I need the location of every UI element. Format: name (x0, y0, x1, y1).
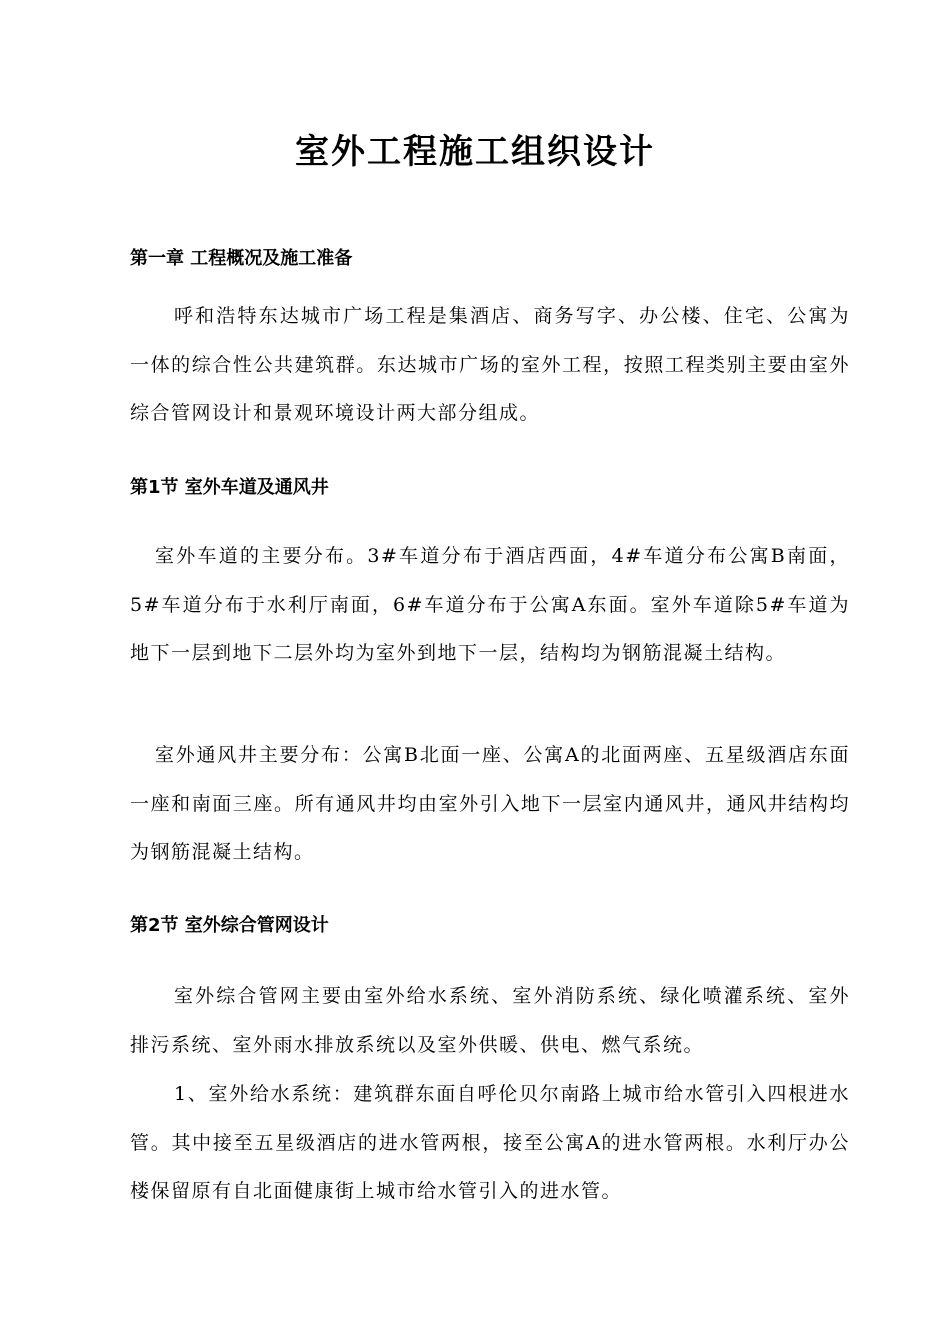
chapter-intro-paragraph: 呼和浩特东达城市广场工程是集酒店、商务写字、办公楼、住宅、公寓为一体的综合性公共建筑群。东达城市广场的室外工程，按照工程类别主要由室外综合管网设计和景观环境设计两大部分组成。 (130, 305, 850, 424)
section-2-paragraph-1: 室外综合管网主要由室外给水系统、室外消防系统、绿化喷灌系统、室外排污系统、室外雨水排放系统以及室外供暖、供电、燃气系统。 (130, 985, 850, 1056)
section-2-heading: 第2节 室外综合管网设计 (130, 915, 329, 936)
chapter-heading: 第一章 工程概况及施工准备 (130, 248, 353, 269)
section-2-paragraph-2: 1、室外给水系统：建筑群东面自呼伦贝尔南路上城市给水管引入四根进水管。其中接至五星级酒店的进水管两根，接至公寓A的进水管两根。水利厅办公楼保留原有自北面健康街上城市给水管引入的进水管。 (130, 1083, 850, 1202)
section-1-heading: 第1节 室外车道及通风井 (130, 477, 329, 498)
section-1-paragraph-1: 室外车道的主要分布。3#车道分布于酒店西面，4#车道分布公寓B南面，5#车道分布于水利厅南面，6#车道分布于公寓A东面。室外车道除5#车道为地下一层到地下二层外均为室外到地下一层，结构均为钢筋混凝土结构。 (130, 545, 850, 664)
section-1-paragraph-2: 室外通风井主要分布：公寓B北面一座、公寓A的北面两座、五星级酒店东面一座和南面三座。所有通风井均由室外引入地下一层室内通风井，通风井结构均为钢筋混凝土结构。 (130, 744, 850, 863)
document-title: 室外工程施工组织设计 (295, 132, 655, 172)
